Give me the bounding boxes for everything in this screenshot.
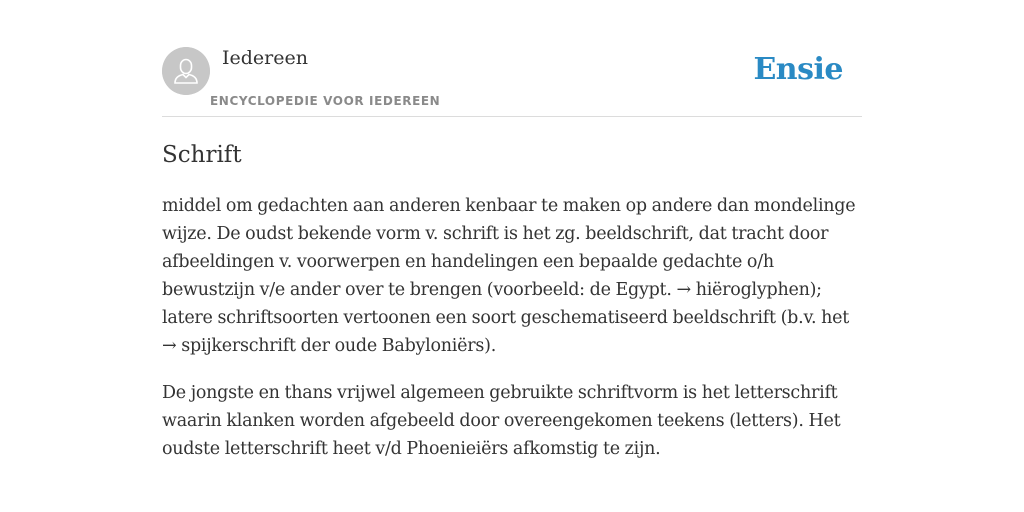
site-logo[interactable]: Ensie — [753, 52, 843, 87]
page — [162, 0, 862, 512]
article-title: Schrift — [162, 142, 242, 168]
paragraph-text: der oude Babyloniërs). — [295, 336, 497, 356]
paragraph-text: middel om gedachten aan anderen kenbaar te maken op andere dan mondelinge wijze. De oudst bekende vorm v. schrift is het zg. beeldschrift, dat tracht door afbeeldingen v. voorwerpen en handelingen een bepaalde gedachte o/h bewustzijn v/e ander over te brengen (voorbeeld: de Egypt. — [162, 196, 856, 300]
site-tagline: ENCYCLOPEDIE VOOR IEDEREEN — [210, 94, 441, 108]
user-icon — [162, 47, 210, 95]
author-name[interactable]: Iedereen — [222, 47, 308, 69]
paragraph-text: ); latere schriftsoorten vertoonen een soort geschematiseerd beeldschrift (b.v. het — [162, 280, 850, 328]
cross-reference-link[interactable]: → spijkerschrift — [162, 336, 296, 356]
cross-reference-link[interactable]: → hiëroglyphen — [676, 280, 810, 300]
article-body — [162, 192, 862, 482]
header — [162, 0, 862, 117]
article-paragraph — [162, 379, 862, 463]
paragraph-text: De jongste en thans vrijwel algemeen gebruikte schriftvorm is het letterschrift waarin klanken worden afgebeeld door overeengekomen teekens (letters). Het oudste letterschrift heet v/d Phoenieiërs afkomstig te zijn. — [162, 383, 841, 459]
avatar[interactable] — [162, 47, 210, 95]
article-paragraph — [162, 192, 862, 360]
